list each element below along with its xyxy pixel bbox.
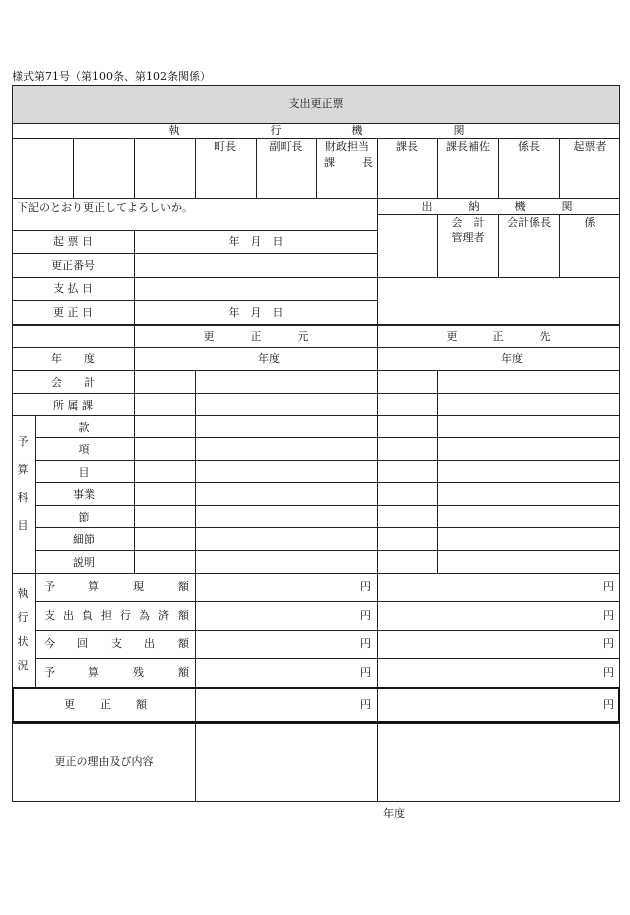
- current-expenditure-char: 今: [44, 637, 55, 650]
- yen-unit: 円: [360, 637, 371, 650]
- exec-status-vertical-char: 執: [17, 587, 29, 600]
- role-assistant-chief: 課長補佐: [446, 140, 490, 153]
- role-mayor: 町長: [214, 140, 236, 153]
- reason-label: 更正の理由及び内容: [54, 755, 154, 768]
- cashier-header-char: 関: [561, 200, 573, 213]
- budget-item-project: 事業: [73, 488, 95, 501]
- to-label-char: 正: [492, 330, 504, 343]
- role-section-chief: 課長: [396, 140, 418, 153]
- committed-char: 出: [63, 609, 74, 622]
- current-expenditure-char: 支: [111, 637, 122, 650]
- exec-status-vertical-char: 状: [17, 635, 29, 648]
- budget-vertical-char: 科: [17, 491, 29, 504]
- form-caption: 様式第71号（第100条、第102条関係）: [12, 70, 211, 83]
- cashier-header-char: 機: [514, 200, 526, 213]
- correction-amount-char: 正: [100, 698, 111, 711]
- budget-current-char: 額: [178, 580, 189, 593]
- committed-char: 支: [44, 609, 55, 622]
- committed-char: 額: [178, 609, 189, 622]
- role-finance-officer: 財政担当: [325, 140, 369, 153]
- from-year-value: 年度: [258, 352, 280, 365]
- role-clerk: 係: [584, 216, 596, 229]
- exec-header-char: 執: [168, 124, 180, 137]
- footer-year: 年度: [383, 807, 405, 820]
- yen-unit: 円: [360, 580, 371, 593]
- yen-unit: 円: [603, 698, 614, 711]
- role-finance-sub: 課: [324, 156, 335, 169]
- exec-header-char: 機: [351, 124, 363, 137]
- budget-current-char: 現: [133, 580, 144, 593]
- exec-header-char: 関: [453, 124, 465, 137]
- role-accountant-sub: 管理者: [451, 231, 485, 244]
- yen-unit: 円: [603, 637, 614, 650]
- correction-amount-char: 更: [64, 698, 75, 711]
- payment-date-label: 支 払 日: [53, 282, 93, 295]
- draft-date-value: 年 月 日: [228, 235, 284, 248]
- committed-char: 為: [139, 609, 150, 622]
- budget-remaining-char: 残: [133, 666, 144, 679]
- request-text: 下記のとおり更正してよろしいか。: [17, 201, 193, 214]
- role-drafter: 起票者: [573, 140, 607, 153]
- current-expenditure-char: 出: [144, 637, 155, 650]
- role-accountant: 会 計: [451, 216, 485, 229]
- exec-status-vertical-char: 行: [17, 611, 29, 624]
- budget-item-saisetsu: 細節: [73, 533, 95, 546]
- to-label-char: 先: [539, 330, 551, 343]
- cashier-header-char: 納: [468, 200, 480, 213]
- yen-unit: 円: [360, 666, 371, 679]
- to-year-value: 年度: [501, 352, 523, 365]
- budget-vertical-char: 目: [17, 519, 29, 532]
- committed-char: 済: [158, 609, 169, 622]
- correction-date-label: 更 正 日: [53, 306, 93, 319]
- committed-char: 行: [120, 609, 131, 622]
- budget-remaining-char: 予: [44, 666, 55, 679]
- budget-item-kan: 款: [78, 421, 90, 434]
- yen-unit: 円: [360, 609, 371, 622]
- from-label-char: 正: [250, 330, 262, 343]
- budget-remaining-char: 額: [178, 666, 189, 679]
- role-accounting-chief: 会計係長: [507, 216, 551, 229]
- budget-remaining-char: 算: [88, 666, 99, 679]
- budget-vertical-char: 予: [17, 435, 29, 448]
- budget-vertical-char: 算: [17, 463, 29, 476]
- budget-item-explanation: 説明: [73, 556, 95, 569]
- yen-unit: 円: [360, 698, 371, 711]
- role-subsection-chief: 係長: [518, 140, 540, 153]
- committed-char: 負: [82, 609, 93, 622]
- year-label: 年 度: [51, 352, 95, 365]
- correction-amount-char: 額: [136, 698, 147, 711]
- yen-unit: 円: [603, 609, 614, 622]
- role-deputy-mayor: 副町長: [269, 140, 303, 153]
- to-label-char: 更: [446, 330, 458, 343]
- budget-item-kou: 項: [78, 443, 90, 456]
- current-expenditure-char: 額: [178, 637, 189, 650]
- expenditure-correction-form: [12, 85, 620, 802]
- budget-item-moku: 目: [78, 466, 90, 479]
- budget-current-char: 予: [44, 580, 55, 593]
- form-title: 支出更正票: [288, 97, 344, 110]
- exec-status-vertical-char: 況: [17, 659, 29, 672]
- current-expenditure-char: 回: [77, 637, 88, 650]
- from-label-char: 元: [297, 330, 309, 343]
- yen-unit: 円: [603, 580, 614, 593]
- cashier-header-char: 出: [421, 200, 433, 213]
- committed-char: 担: [101, 609, 112, 622]
- role-finance-sub: 長: [362, 156, 373, 169]
- draft-date-label: 起 票 日: [53, 235, 93, 248]
- exec-header-char: 行: [270, 124, 282, 137]
- correction-date-value: 年 月 日: [228, 306, 284, 319]
- correction-number-label: 更正番号: [51, 259, 95, 272]
- from-label-char: 更: [203, 330, 215, 343]
- account-label: 会 計: [51, 376, 95, 389]
- budget-current-char: 算: [88, 580, 99, 593]
- department-label: 所 属 課: [53, 399, 93, 412]
- budget-item-setsu: 節: [78, 511, 90, 524]
- yen-unit: 円: [603, 666, 614, 679]
